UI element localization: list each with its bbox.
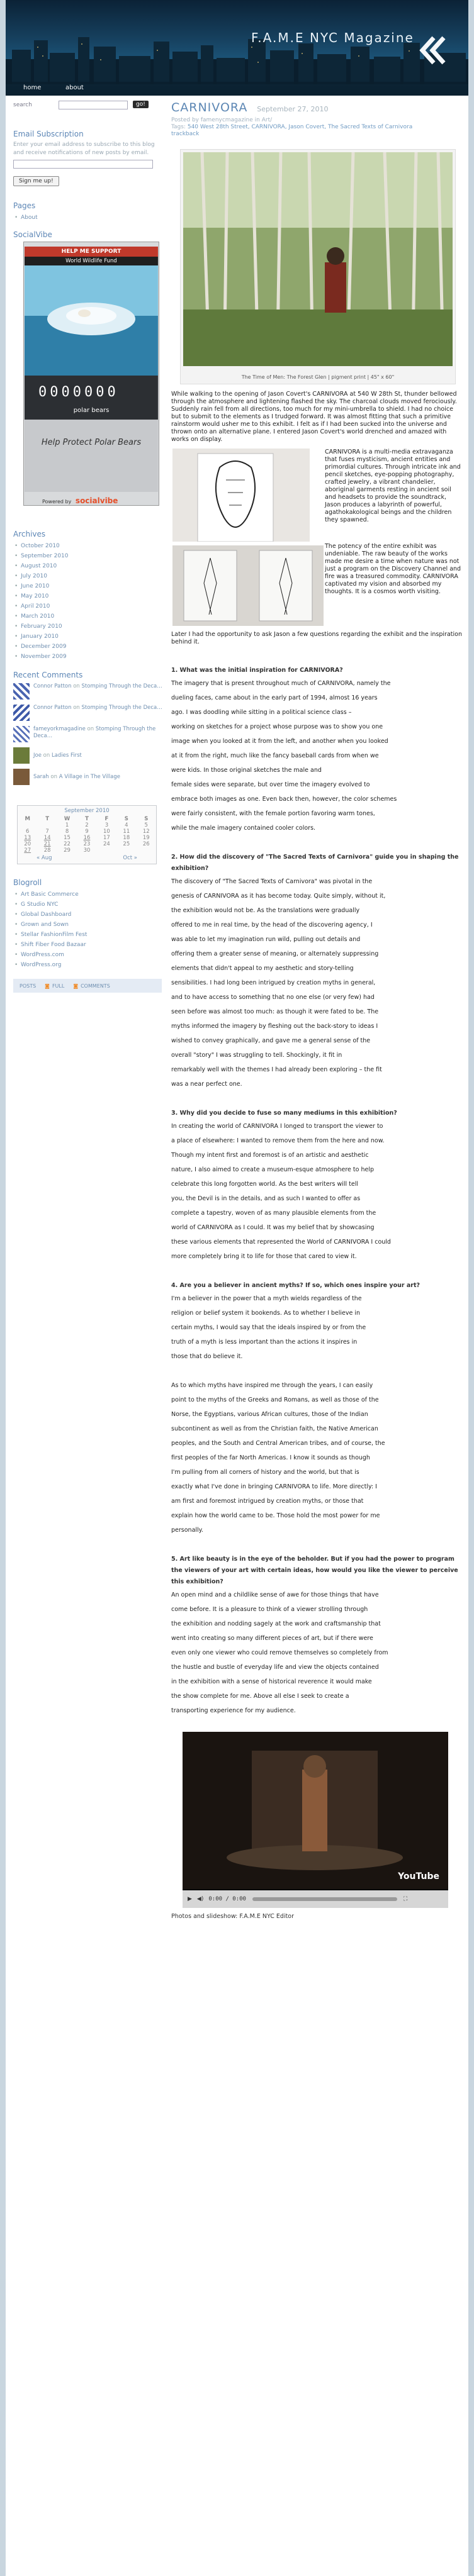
calendar-week bbox=[18, 835, 156, 841]
site-title[interactable]: F.A.M.E NYC Magazine bbox=[251, 30, 414, 45]
answer-line: those that do believe it. bbox=[171, 1353, 243, 1360]
archive-link[interactable]: • March 2010 bbox=[13, 611, 164, 622]
calendar-day: 4 bbox=[125, 822, 128, 828]
calendar-day: 11 bbox=[123, 828, 130, 835]
question-4: 4. Are you a believer in ancient myths? If so, which ones inspire your art? bbox=[171, 1282, 420, 1289]
archive-link[interactable]: • July 2010 bbox=[13, 571, 164, 581]
comment-author[interactable]: Sarah bbox=[33, 774, 49, 780]
search-form bbox=[13, 101, 164, 113]
answer-line: dueling faces, came about in the early part of 1994, almost 16 years bbox=[171, 694, 378, 701]
post-image-1 bbox=[180, 149, 456, 384]
widget-help-label: HELP ME SUPPORT bbox=[25, 247, 158, 257]
question-5: 5. Art like beauty is in the eye of the beholder. But if you had the power to program the viewers of your art with certain ideas, how would you like the viewer to perceive this exhibition? bbox=[171, 1556, 458, 1585]
answer-line: ago. I was doodling while sitting in a political science class – bbox=[171, 709, 352, 716]
answer-line: working on sketches for a project whose purpose was to show you one bbox=[171, 723, 383, 730]
answer-line: celebrate this long forgotten world. As the best writers will tell bbox=[171, 1181, 359, 1188]
comment-author[interactable]: Connor Patton bbox=[33, 683, 72, 689]
comment-post-link[interactable]: A Village in The Village bbox=[59, 774, 120, 780]
widget-cta-panel bbox=[25, 420, 158, 492]
rss-comments-link[interactable]: COMMENTS bbox=[81, 983, 110, 989]
post-intro: While walking to the opening of Jason Covert's CARNIVORA at 540 W 28th St, thunder bellowed through the atmosphere and lightening flashed the sky. The charcoal clouds moved ferociously. Suddenly rain fell from all directions, too much for my mini-umbrella to shield. I had no choice but to submit to the elements as I trudged forward. It was almost fitting that such a primitive rainstorm would usher me to this exhibit. I felt as if I had been sucked into the universe and thrown onto an alternative plane. I entered Jason Covert's world drenched and amazed with works on display. bbox=[171, 391, 457, 443]
nav-about-link[interactable]: about bbox=[65, 84, 84, 91]
answer-line: nature, I also aimed to create a museum-esque atmosphere to help bbox=[171, 1166, 375, 1173]
archive-link[interactable]: • November 2009 bbox=[13, 652, 164, 662]
answer-line: female sides were separate, but over time the imagery evolved to bbox=[171, 781, 370, 788]
sidebar bbox=[13, 101, 164, 993]
calendar-week bbox=[18, 847, 156, 854]
calendar-day: 30 bbox=[83, 847, 91, 854]
answer-1 bbox=[171, 676, 464, 835]
answer-line: in the exhibition with a sense of historical reverence it would make bbox=[171, 1678, 372, 1685]
archive-link[interactable]: • June 2010 bbox=[13, 581, 164, 591]
sketch-photo-2 bbox=[172, 545, 324, 626]
calendar-day: 25 bbox=[123, 841, 130, 847]
blogroll-link[interactable]: • Stellar FashionFilm Fest bbox=[13, 930, 164, 940]
answer-4 bbox=[171, 1291, 464, 1537]
post-title[interactable]: CARNIVORA bbox=[171, 101, 248, 114]
archive-link[interactable]: • October 2010 bbox=[13, 541, 164, 551]
archive-link[interactable]: • August 2010 bbox=[13, 561, 164, 571]
answer-line: offering them a greater sense of meaning, or alternately suppressing bbox=[171, 951, 379, 957]
pages-heading: Pages bbox=[13, 201, 36, 210]
archives-heading: Archives bbox=[13, 530, 46, 538]
answer-line: The imagery that is present throughout much of CARNIVORA, namely the bbox=[171, 680, 391, 687]
blogroll-list bbox=[13, 889, 164, 970]
rss-posts-link[interactable]: POSTS bbox=[20, 983, 37, 989]
calendar-day: 2 bbox=[85, 822, 89, 828]
calendar-day bbox=[116, 847, 136, 854]
calendar-day: 6 bbox=[26, 828, 30, 835]
answer-line: myths informed the imagery by fleshing out the back-story to ideas I bbox=[171, 1023, 378, 1030]
video-time: 0:00 / 0:00 bbox=[208, 1896, 246, 1902]
nav-home-link[interactable]: home bbox=[23, 84, 42, 91]
calendar-day: 24 bbox=[103, 841, 110, 847]
video-frame bbox=[183, 1732, 448, 1889]
answer-line: peoples, and the South and Central American tribes, and of course, the bbox=[171, 1440, 385, 1447]
answer-line: come before. It is a pleasure to think of a viewer strolling through bbox=[171, 1606, 368, 1613]
answer-line: more completely bring it to life for those that cared to view it. bbox=[171, 1253, 357, 1260]
calendar-title: September 2010 bbox=[64, 808, 110, 814]
answer-line: subcontinent as well as from the Christian faith, the Native American bbox=[171, 1425, 378, 1432]
calendar-day-header: T bbox=[45, 816, 50, 822]
image-caption: The Time of Men: The Forest Glen | pigment print | 45" x 60" bbox=[241, 374, 395, 380]
answer-line: a place of elsewhere: I wanted to remove them from the here and now. bbox=[171, 1137, 385, 1144]
calendar-day bbox=[18, 822, 37, 828]
site-header bbox=[6, 0, 468, 96]
archive-link[interactable]: • February 2010 bbox=[13, 622, 164, 632]
question-3: 3. Why did you decide to fuse so many mediums in this exhibition? bbox=[171, 1110, 397, 1117]
post-date: September 27, 2010 bbox=[257, 105, 329, 113]
socialvibe-logo[interactable]: socialvibe bbox=[75, 496, 118, 505]
comment-item bbox=[13, 705, 164, 722]
calendar-day: 20 bbox=[24, 841, 31, 847]
comment-post-link[interactable]: Stomping Through the Deca… bbox=[81, 683, 162, 689]
blogroll-link[interactable]: • Shift Fiber Food Bazaar bbox=[13, 940, 164, 950]
calendar-day-link[interactable]: 21 bbox=[43, 841, 51, 847]
avatar bbox=[13, 683, 30, 700]
recent-comments-list bbox=[13, 683, 164, 786]
calendar-day: 18 bbox=[123, 835, 130, 841]
powered-by-label: Powered by bbox=[42, 499, 72, 505]
answer-line: The discovery of "The Sacred Texts of Carnivora" was pivotal in the bbox=[171, 878, 373, 885]
answer-line: first peoples of the far North Americas. I know it sounds as though bbox=[171, 1454, 370, 1461]
email-subscription-heading: Email Subscription bbox=[13, 130, 84, 138]
rss-comments-icon: ◙ bbox=[73, 983, 79, 989]
calendar-day: 29 bbox=[64, 847, 71, 854]
widget-counter-label: polar bears bbox=[73, 407, 110, 414]
forest-glen-photo bbox=[183, 152, 453, 366]
answer-line: explain how the world came to be. Those hold the most power for me bbox=[171, 1512, 380, 1519]
answer-line: complete a tapestry, woven of as many plausible elements from the bbox=[171, 1210, 376, 1217]
photo-credit: Photos and slideshow: F.A.M.E NYC Editor bbox=[171, 1913, 295, 1920]
search-label: search bbox=[13, 102, 32, 108]
comment-item bbox=[13, 726, 164, 744]
comment-on-label: on bbox=[87, 726, 94, 732]
calendar-day: 12 bbox=[142, 828, 150, 835]
answer-line: were fairly consistent, with the female portion favoring warm tones, bbox=[171, 810, 375, 817]
archive-link[interactable]: • May 2010 bbox=[13, 591, 164, 601]
answer-line: was a near perfect one. bbox=[171, 1081, 242, 1088]
blogroll-link[interactable]: • Grown and Sown bbox=[13, 920, 164, 930]
answer-line: genesis of CARNIVORA as it has become today. Quite simply, without it, bbox=[171, 893, 386, 900]
rss-bar bbox=[13, 979, 162, 993]
answer-line: the hustle and bustle of everyday life and view the objects contained bbox=[171, 1664, 379, 1671]
calendar-widget bbox=[17, 805, 157, 864]
archive-link[interactable]: • April 2010 bbox=[13, 601, 164, 611]
calendar-day-header: M bbox=[25, 816, 30, 822]
widget-org-name: World Wildlife Fund bbox=[25, 257, 158, 265]
answer-line: In creating the world of CARNIVORA I longed to transport the viewer to bbox=[171, 1123, 383, 1130]
answer-line: truth of a myth is less important than the actions it inspires in bbox=[171, 1339, 358, 1346]
calendar-day: 17 bbox=[103, 835, 110, 841]
trackback-link[interactable]: trackback bbox=[171, 131, 200, 137]
calendar-day-link[interactable]: 14 bbox=[43, 835, 51, 841]
calendar-day: 8 bbox=[65, 828, 69, 835]
comment-on-label: on bbox=[50, 774, 57, 780]
widget-counter-panel bbox=[25, 376, 158, 420]
answer-2 bbox=[171, 874, 464, 1091]
blogroll-link[interactable]: • WordPress.org bbox=[13, 960, 164, 970]
answer-line: remarkably well with the themes I had already been exploring – the fit bbox=[171, 1066, 382, 1073]
youtube-logo[interactable]: YouTube bbox=[398, 1871, 439, 1882]
answer-line: image when you looked at it from the left, and another when you looked bbox=[171, 738, 388, 745]
post-paragraph-4: Later I had the opportunity to ask Jason a few questions regarding the exhibit and the inspiration behind it. bbox=[171, 631, 462, 645]
answer-line: point to the myths of the Greeks and Romans, as well as those of the bbox=[171, 1397, 379, 1403]
comment-item bbox=[13, 747, 164, 765]
answer-line: elements that didn't appeal to my aesthetic and story-telling bbox=[171, 965, 354, 972]
post-media-block bbox=[171, 449, 464, 631]
answer-line: Norse, the Egyptians, various African cultures, those of the Indian bbox=[171, 1411, 368, 1418]
answer-line: went into creating so many different pieces of art, but if there were bbox=[171, 1635, 373, 1642]
calendar-header-row bbox=[18, 816, 156, 822]
page bbox=[6, 0, 468, 2576]
post-paragraph-3: The potency of the entire exhibit was undeniable. The raw beauty of the works made me desire a time when nature was not just a program on the Discovery Channel and fire was a treasured commodity. CARNIVORA captivated my vision and absorbed my thoughts. It is a cosmos worth visiting. bbox=[325, 543, 461, 595]
comment-post-link[interactable]: Stomping Through the Deca… bbox=[33, 726, 156, 739]
answer-line: overall "story" I was struggling to tell. Shockingly, it fit in bbox=[171, 1052, 342, 1059]
calendar-prev-link[interactable]: « Aug bbox=[37, 855, 52, 861]
answer-line: I'm a believer in the power that a myth wields regardless of the bbox=[171, 1295, 362, 1302]
post bbox=[171, 101, 464, 1920]
answer-line: these various elements that represented the World of CARNIVORA I could bbox=[171, 1239, 391, 1246]
answer-line: transporting experience for my audience. bbox=[171, 1707, 296, 1714]
avatar bbox=[13, 747, 30, 764]
calendar-day bbox=[37, 822, 57, 828]
rss-full-link[interactable]: FULL bbox=[52, 983, 65, 989]
answer-line: while the male imagery contained cooler colors. bbox=[171, 825, 316, 832]
calendar-day: 5 bbox=[144, 822, 148, 828]
answer-line: am first and foremost intrigued by creation myths, or those that bbox=[171, 1498, 364, 1505]
calendar-day-link[interactable]: 16 bbox=[83, 835, 91, 841]
answer-line: exactly what I've done in bringing CARNIVORA to life. More directly: I bbox=[171, 1483, 377, 1490]
volume-icon[interactable]: ◀) bbox=[196, 1896, 204, 1902]
rss-feed-icon: ◙ bbox=[45, 983, 50, 989]
answer-line: wished to convey graphically, and gave me a general sense of the bbox=[171, 1037, 371, 1044]
blogroll-link[interactable]: • WordPress.com bbox=[13, 950, 164, 960]
answer-3 bbox=[171, 1119, 464, 1264]
answer-line: world of CARNIVORA as I could. It was my belief that by showcasing bbox=[171, 1224, 375, 1231]
comment-on-label: on bbox=[73, 705, 80, 711]
archives-list bbox=[13, 541, 164, 662]
comment-post-link[interactable]: Stomping Through the Deca… bbox=[81, 705, 162, 711]
answer-line: sensibilities. I had long been intrigued by creation myths in general, bbox=[171, 979, 376, 986]
calendar-day-link[interactable]: 27 bbox=[24, 847, 31, 854]
calendar-day: 22 bbox=[64, 841, 71, 847]
comment-item bbox=[13, 683, 164, 701]
socialvibe-widget[interactable] bbox=[23, 242, 159, 505]
answer-line: was able to let my imagination run wild, pulling out details and bbox=[171, 936, 361, 943]
page-link-about[interactable]: • About bbox=[13, 213, 164, 223]
blogroll-link[interactable]: • G Studio NYC bbox=[13, 900, 164, 910]
calendar-day: 28 bbox=[43, 847, 51, 854]
calendar-day-header: W bbox=[64, 816, 71, 822]
answer-5 bbox=[171, 1588, 464, 1718]
fullscreen-icon[interactable]: ⛶ bbox=[403, 1896, 408, 1902]
comment-author[interactable]: fameyorkmagadine bbox=[33, 726, 86, 732]
blogroll-link[interactable]: • Art Basic Commerce bbox=[13, 889, 164, 900]
calendar-table bbox=[18, 816, 156, 854]
answer-line: seen before was almost too much: as though it were fated to be. The bbox=[171, 1008, 379, 1015]
calendar-week bbox=[18, 822, 156, 828]
answer-line: religion or belief system it bookends. As to whether I believe in bbox=[171, 1310, 361, 1317]
calendar-day-header: S bbox=[144, 816, 149, 822]
comment-author[interactable]: Joe bbox=[33, 752, 42, 759]
answer-line: you, the Devil is in the details, and as such I wanted to offer as bbox=[171, 1195, 361, 1202]
answer-line: the show complete for me. Above all else I seek to create a bbox=[171, 1693, 349, 1700]
blogroll-link[interactable]: • Global Dashboard bbox=[13, 910, 164, 920]
archive-link[interactable]: • January 2010 bbox=[13, 632, 164, 642]
avatar bbox=[13, 705, 30, 721]
answer-line: personally. bbox=[171, 1527, 203, 1534]
blogroll-heading: Blogroll bbox=[13, 878, 42, 887]
calendar-day bbox=[97, 847, 116, 854]
answer-line: at it from the right, much like the fancy baseball cards from when we bbox=[171, 752, 379, 759]
recent-comments-heading: Recent Comments bbox=[13, 671, 83, 679]
widget-powered-by bbox=[42, 496, 118, 505]
answer-line: offered to me in real time, by the head of the discovering agency, I bbox=[171, 922, 373, 928]
calendar-day: 9 bbox=[85, 828, 89, 835]
answer-spacer bbox=[171, 1364, 464, 1378]
answer-line: even only one viewer who could remove themselves so completely from bbox=[171, 1649, 388, 1656]
post-tags[interactable]: 540 West 28th Street, CARNIVORA, Jason Covert, The Sacred Texts of Carnivora bbox=[187, 124, 413, 130]
answer-line: I'm pulling from all corners of history and the world, but that is bbox=[171, 1469, 359, 1476]
post-paragraph-2: CARNIVORA is a multi-media extravaganza that fuses mysticism, ancient entities and primordial cultures. Through intricate ink and pencil sketches, eye-popping photography, crafted jewelry, a vibrant chandelier, aboriginal garments resting in ancient soil and headsets to provide the soundtrack, Jason produces a labyrinth of powerful, agathokakological beings and the children they spawned. bbox=[325, 449, 461, 523]
answer-line: the exhibition and nodding sagely at the work and craftsmanship that bbox=[171, 1620, 381, 1627]
search-go-button[interactable]: go! bbox=[133, 101, 149, 108]
play-icon[interactable]: ▶ bbox=[188, 1896, 192, 1902]
answer-line: and to have access to something that no one else (or very few) had bbox=[171, 994, 375, 1001]
calendar-day: 15 bbox=[64, 835, 71, 841]
widget-counter: 0000000 bbox=[38, 384, 119, 400]
calendar-day: 23 bbox=[83, 841, 91, 847]
video-controls bbox=[183, 1890, 448, 1908]
answer-line: Though my intent first and foremost is of an artistic and aesthetic bbox=[171, 1152, 369, 1159]
tags-label: Tags: bbox=[171, 124, 186, 130]
widget-cta-text: Help Protect Polar Bears bbox=[41, 438, 142, 447]
post-author-line: Posted by famenycmagazine in Art/ bbox=[171, 117, 273, 123]
video-progress-bar[interactable] bbox=[252, 1897, 397, 1901]
search-input[interactable] bbox=[59, 101, 128, 109]
calendar-day-header: F bbox=[104, 816, 109, 822]
calendar-day: 10 bbox=[103, 828, 110, 835]
calendar-week bbox=[18, 828, 156, 835]
calendar-next-link[interactable]: Oct » bbox=[123, 855, 137, 861]
calendar-day: 1 bbox=[65, 822, 69, 828]
answer-line: embrace both images as one. Even back then, however, the color schemes bbox=[171, 796, 397, 803]
polar-bear-photo bbox=[25, 265, 158, 376]
calendar-week bbox=[18, 841, 156, 847]
comment-on-label: on bbox=[73, 683, 80, 689]
question-2: 2. How did the discovery of "The Sacred Texts of Carnivora" guide you in shaping the exhibition? bbox=[171, 854, 459, 872]
calendar-day bbox=[137, 847, 156, 854]
video-player[interactable] bbox=[183, 1732, 448, 1908]
main-nav bbox=[6, 82, 468, 96]
answer-line: were kids. In those original sketches the male and bbox=[171, 767, 322, 774]
calendar-day: 3 bbox=[104, 822, 109, 828]
interview bbox=[171, 665, 464, 1718]
email-input[interactable] bbox=[13, 160, 153, 169]
socialvibe-heading: SocialVibe bbox=[13, 230, 52, 239]
calendar-day: 7 bbox=[45, 828, 49, 835]
sketch-photo-1 bbox=[172, 449, 310, 542]
double-chevron-icon bbox=[416, 35, 448, 66]
avatar bbox=[13, 769, 30, 785]
question-1: 1. What was the initial inspiration for CARNIVORA? bbox=[171, 667, 343, 674]
avatar bbox=[13, 726, 30, 742]
archive-link[interactable]: • December 2009 bbox=[13, 642, 164, 652]
archive-link[interactable]: • September 2010 bbox=[13, 551, 164, 561]
calendar-day: 26 bbox=[142, 841, 150, 847]
comment-post-link[interactable]: Ladies First bbox=[51, 752, 82, 759]
email-subscription-text: Enter your email address to subscribe to this blog and receive notifications of new posts by email. bbox=[13, 142, 155, 156]
calendar-day-header: T bbox=[85, 816, 89, 822]
calendar-day: 19 bbox=[142, 835, 150, 841]
answer-line: As to which myths have inspired me through the years, I can easily bbox=[171, 1382, 373, 1389]
post-meta bbox=[171, 117, 464, 138]
calendar-day-header: S bbox=[124, 816, 128, 822]
answer-line: the exhibition would not be. As the translations were gradually bbox=[171, 907, 360, 914]
calendar-day-link[interactable]: 13 bbox=[24, 835, 31, 841]
answer-line: An open mind and a childlike sense of awe for those things that have bbox=[171, 1592, 379, 1598]
comment-on-label: on bbox=[43, 752, 50, 759]
signup-button[interactable]: Sign me up! bbox=[13, 176, 59, 186]
comment-author[interactable]: Connor Patton bbox=[33, 705, 72, 711]
answer-line: certain myths, I would say that the ideals inspired by or from the bbox=[171, 1324, 366, 1331]
comment-item bbox=[13, 769, 164, 786]
